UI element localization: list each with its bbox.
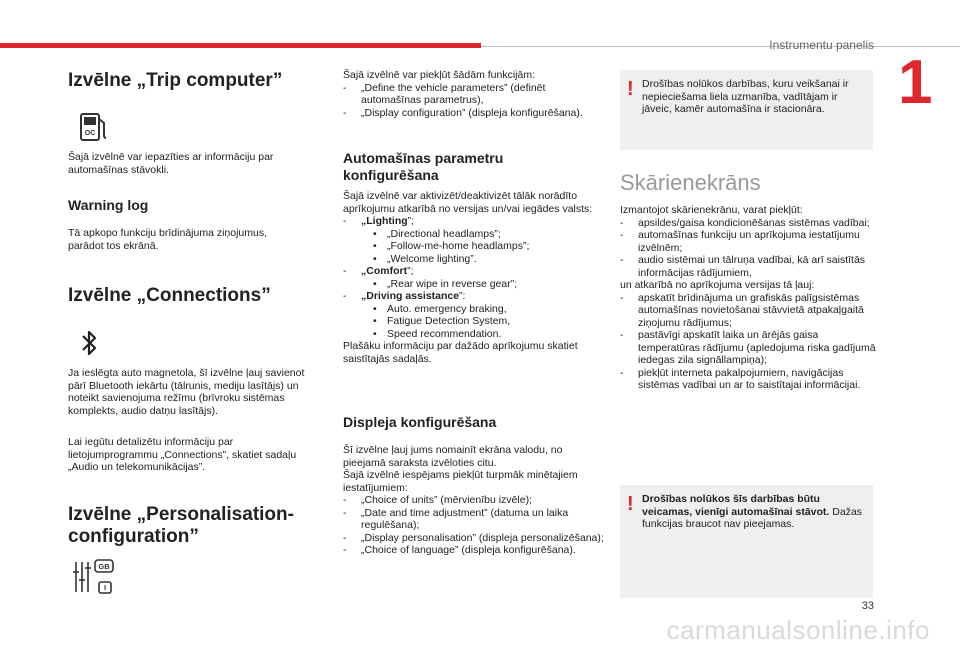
- trip-computer-body: Šajā izvēlnē var iepazīties ar informāciju par automašīnas stāvokli.: [68, 151, 274, 176]
- personalisation-title-line2: configuration”: [68, 526, 199, 547]
- chapter-number: 1: [898, 48, 933, 117]
- list-item: - apskatīt brīdinājuma un grafiskās palīgsistēmas automašīnas novietošanai stāvvietā atpakaļgaitā ziņojumu rādījumus;: [620, 291, 864, 329]
- fuel-computer-icon: [78, 111, 110, 143]
- vehicle-params-title: Automašīnas parametru konfigurēšana: [343, 150, 504, 183]
- display-config-title: Displeja konfigurēšana: [343, 414, 497, 430]
- touchscreen-title: Skārienekrāns: [620, 170, 761, 195]
- safety-warning-box-2: [620, 485, 873, 598]
- vehicle-params-section: [343, 190, 605, 365]
- svg-text:GB: GB: [98, 562, 110, 571]
- list-item: - apsildes/gaisa kondicionēšanas sistēmas vadībai;: [620, 216, 870, 229]
- settings-sliders-icon: [72, 558, 116, 596]
- column-2-intro: [343, 69, 608, 119]
- safety-warning-text-2: Drošības nolūkos šīs darbības būtu veicamas, vienīgi automašīnai stāvot. Dažas funkcijas braucot nav pieejamas.: [642, 493, 863, 530]
- warning-log-title: Warning log: [68, 197, 149, 213]
- page-number: 33: [861, 600, 874, 612]
- list-item: - „Choice of units” (mērvienību izvēle);: [343, 494, 532, 506]
- list-item: - pastāvīgi apskatīt laika un ārējās gaisa temperatūras rādījumu (apledojuma riska gadījumā iedegas zila signāllampiņa);: [620, 329, 876, 366]
- safety-warning-text-1: Drošības nolūkos darbības, kuru veikšanai ir nepieciešama liela uzmanība, vadītājam ir jāveic, kamēr automašīna ir stacionāra.: [642, 78, 849, 115]
- personalisation-title-line1: Izvēlne „Personalisation-: [68, 504, 294, 525]
- warning-log-body: Tā apkopo funkciju brīdinājuma ziņojumus, parādot tos ekrānā.: [68, 227, 268, 252]
- connections-title: Izvēlne „Connections”: [68, 285, 271, 306]
- list-item: • Speed recommendation.: [373, 327, 502, 340]
- list-item: - audio sistēmai un tālruņa vadībai, kā arī saistītās informācijas rādījumiem,: [620, 254, 866, 279]
- connections-body: Ja ieslēgta auto magnetola, šī izvēlne ļauj savienot pārī Bluetooth iekārtu (tālrunis, mediju lasītājs) un noteikt savienojuma režīmu (brīvroku sistēmas komplekts, audio datņu lasītājs).: [68, 367, 305, 417]
- list-item: - „Display configuration” (displeja konfigurēšana).: [343, 106, 583, 119]
- list-item: • „Directional headlamps”;: [373, 227, 501, 240]
- list-item: • Auto. emergency braking,: [373, 302, 507, 315]
- intro-text: Šajā izvēlnē var piekļūt šādām funkcijām:: [343, 69, 536, 81]
- vehicle-params-body: Šajā izvēlnē var aktivizēt/deaktivizēt tālāk norādīto aprīkojumu atkarībā no versijas un/vai iegādes valsts:: [343, 190, 593, 215]
- display-config-section: [343, 444, 605, 557]
- trip-computer-title: Izvēlne „Trip computer”: [68, 70, 283, 91]
- list-item: - piekļūt interneta pakalpojumiem, navigācijas sistēmas vadībai un ar to saistītajai informācijai.: [620, 366, 861, 391]
- driving-group: - „Driving assistance”: • Auto. emergency braking, • Fatigue Detection System, • Speed recommendation.: [343, 290, 605, 340]
- connections-body-2: Lai iegūtu detalizētu informāciju par lietojumprogrammu „Connections”, skatiet sadaļu „Audio un telekomunikācijas”.: [68, 436, 297, 473]
- header-red-bar: [0, 43, 481, 48]
- display-config-body-2: Šajā izvēlnē iespējams piekļūt turpmāk minētajiem iestatījumiem:: [343, 469, 578, 494]
- list-item: • „Follow-me-home headlamps”;: [373, 240, 530, 252]
- comfort-group: - „Comfort”; • „Rear wipe in reverse gear”;: [343, 265, 605, 290]
- bluetooth-icon: [80, 327, 98, 359]
- touchscreen-mid: un atkarībā no aprīkojuma versijas tā ļauj:: [620, 279, 815, 291]
- lighting-group: - „Lighting”; • „Directional headlamps”; • „Follow-me-home headlamps”; • „Welcome lighting”.: [343, 215, 605, 265]
- list-item: - „Display personalisation” (displeja personalizēšana);: [343, 531, 604, 544]
- list-item: - „Define the vehicle parameters” (definēt automašīnas parametrus),: [343, 81, 546, 106]
- svg-text:I: I: [103, 583, 107, 592]
- watermark: carmanualsonline.info: [666, 615, 930, 645]
- warning-icon: !: [627, 78, 634, 100]
- safety-warning-box-1: [620, 70, 873, 150]
- list-item: • „Rear wipe in reverse gear”;: [373, 277, 518, 290]
- list-item: - „Date and time adjustment” (datuma un laika regulēšana);: [343, 506, 569, 531]
- list-item: • Fatigue Detection System,: [373, 315, 511, 327]
- list-item: - automašīnas funkciju un aprīkojuma iestatījumu izvēlnēm;: [620, 229, 860, 254]
- vehicle-params-footer: Plašāku informāciju par dažādo aprīkojumu skatiet saistītajās sadaļās.: [343, 340, 578, 365]
- list-item: • „Welcome lighting”.: [373, 252, 477, 265]
- touchscreen-section: [620, 204, 876, 392]
- section-title: Instrumentu panelis: [769, 38, 874, 52]
- header-grey-line: [481, 46, 960, 47]
- display-config-body: Šī izvēlne ļauj jums nomainīt ekrāna valodu, no pieejamā saraksta izvēloties citu.: [343, 444, 563, 469]
- svg-text:OC: OC: [84, 130, 96, 137]
- touchscreen-intro: Izmantojot skārienekrānu, varat piekļūt:: [620, 204, 803, 216]
- list-item: - „Choice of language” (displeja konfigurēšana).: [343, 544, 576, 556]
- warning-icon: !: [627, 493, 634, 515]
